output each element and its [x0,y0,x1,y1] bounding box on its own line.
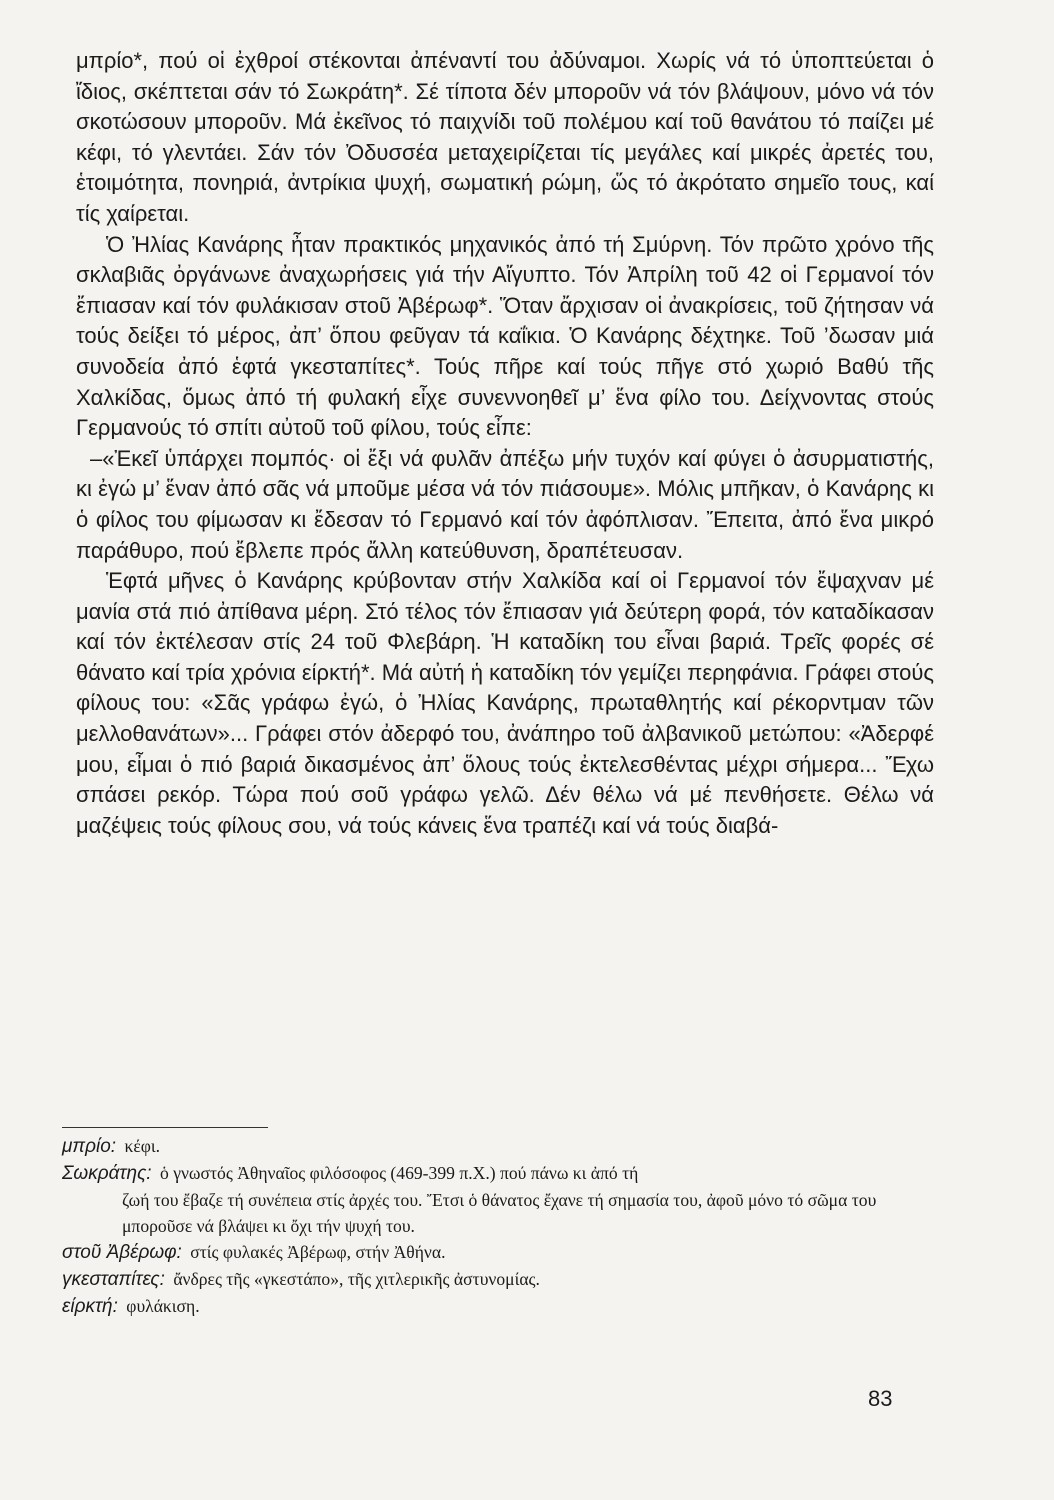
footnote-text: ἄνδρες τῆς «γκεστάπο», τῆς χιτλερικῆς ἀστυνομίας. [173,1269,540,1289]
main-text [76,46,934,841]
footnote-continuation: ζωή του ἔβαζε τή συνέπεια στίς ἀρχές του. Ἔτσι ὁ θάνατος ἔχανε τή σημασία του, ἀφοῦ μόνο τό σῶμα του μποροῦσε νά βλάψει κι ὄχι τήν ψυχή του. [122,1190,877,1236]
footnote-term: Σωκράτης: [62,1163,152,1184]
footnote-text: κέφι. [124,1136,161,1156]
footnote-divider [62,1127,268,1128]
footnotes [62,1133,904,1320]
footnote-text: ὁ γνωστός Ἀθηναῖος φιλόσοφος (469-399 π.Χ.) πού πάνω κι ἀπό τή [160,1163,639,1183]
footnote-text: στίς φυλακές Ἀβέρωφ, στήν Ἀθήνα. [190,1242,446,1262]
footnote-text: φυλάκιση. [126,1296,200,1316]
paragraph-3-dialogue: –«Ἐκεῖ ὑπάρχει πομπός· οἱ ἔξι νά φυλᾶν ἀπέξω μήν τυχόν καί φύγει ὁ ἀσυρματιστής, κι ἐγώ μ’ ἕναν ἀπό σᾶς νά μποῦμε μέσα νά τόν πιάσουμε». Μόλις μπῆκαν, ὁ Κανάρης κι ὁ φίλος του φίμωσαν κι ἔδεσαν τό Γερμανό καί τόν ἀφόπλισαν. Ἔπειτα, ἀπό ἕνα μικρό παράθυρο, πού ἔβλεπε πρός ἄλλη κατεύθυνση, δραπέτευσαν. [76,445,934,563]
footnote-term: στοῦ Ἀβέρωφ: [62,1242,182,1263]
footnote-term: είρκτή: [62,1296,118,1317]
paragraph-4: Ἑφτά μῆνες ὁ Κανάρης κρύβονταν στήν Χαλκίδα καί οἱ Γερμανοί τόν ἔψαχναν μέ μανία στά πιό ἀπίθανα μέρη. Στό τέλος τόν ἔπιασαν γιά δεύτερη φορά, τόν καταδίκασαν καί τόν ἐκτέλεσαν στίς 24 τοῦ Φλεβάρη. Ἡ καταδίκη του εἶναι βαριά. Τρεῖς φορές σέ θάνατο καί τρία χρόνια είρκτή*. Μά αὐτή ἡ καταδίκη τόν γεμίζει περηφάνια. Γράφει στούς φίλους του: «Σᾶς γράφω ἐγώ, ὁ Ἠλίας Κανάρης, πρωταθλητής καί ρέκορντμαν τῶν μελλοθανάτων»... Γράφει στόν ἀδερφό του, ἀνάπηρο τοῦ ἀλβανικοῦ μετώπου: «Ἀδερφέ μου, εἶμαι ὁ πιό βαριά δικασμένος ἀπ’ ὅλους τούς ἐκτελεσθέντας μέχρι σήμερα... Ἔχω σπάσει ρεκόρ. Τώρα πού σοῦ γράφω γελῶ. Δέν θέλω νά μέ πενθήσετε. Θέλω νά μαζέψεις τούς φίλους σου, νά τούς κάνεις ἕνα τραπέζι καί νά τούς διαβά- [76,568,934,838]
paragraph-1: μπρίο*, πού οἱ ἐχθροί στέκονται ἀπέναντί του ἀδύναμοι. Χωρίς νά τό ὑποπτεύεται ὁ ἴδιος, σκέπτεται σάν τό Σωκράτη*. Σέ τίποτα δέν μποροῦν νά τόν βλάψουν, μόνο νά τόν σκοτώσουν μποροῦν. Μά ἐκεῖνος τό παιχνίδι τοῦ πολέμου καί τοῦ θανάτου τό παίζει μέ κέφι, τό γλεντάει. Σάν τόν Ὀδυσσέα μεταχειρίζεται τίς μεγάλες καί μικρές ἀρετές του, ἑτοιμότητα, πονηριά, ἀντρίκια ψυχή, σωματική ρώμη, ὥς τό ἀκρότατο σημεῖο τους, καί τίς χαίρεται. [76,48,934,226]
footnote-item [62,1160,904,1239]
footnote-item [62,1266,904,1293]
footnote-term: μπρίο: [62,1136,117,1157]
footnote-item [62,1293,904,1320]
footnote-item [62,1239,904,1266]
footnote-item [62,1133,904,1160]
paragraph-2: Ὁ Ἠλίας Κανάρης ἦταν πρακτικός μηχανικός ἀπό τή Σμύρνη. Τόν πρῶτο χρόνο τῆς σκλαβιᾶς ὀργάνωνε ἀναχωρήσεις γιά τήν Αἴγυπτο. Τόν Ἀπρίλη τοῦ 42 οἱ Γερμανοί τόν ἔπιασαν καί τόν φυλάκισαν στοῦ Ἀβέρωφ*. Ὅταν ἄρχισαν οἱ ἀνακρίσεις, τοῦ ζήτησαν νά τούς δείξει τό μέρος, ἀπ’ ὅπου φεῦγαν τά καΐκια. Ὁ Κανάρης δέχτηκε. Τοῦ ’δωσαν μιά συνοδεία ἀπό ἑφτά γκεσταπίτες*. Τούς πῆρε καί τούς πῆγε στό χωριό Βαθύ τῆς Χαλκίδας, ὅμως ἀπό τή φυλακή εἶχε συνεννοηθεῖ μ’ ἕνα φίλο του. Δείχνοντας στούς Γερμανούς τό σπίτι αὐτοῦ τοῦ φίλου, τούς εἶπε: [76,231,934,441]
page-number: 83 [868,1386,893,1411]
footnote-term: γκεσταπίτες: [62,1269,165,1290]
